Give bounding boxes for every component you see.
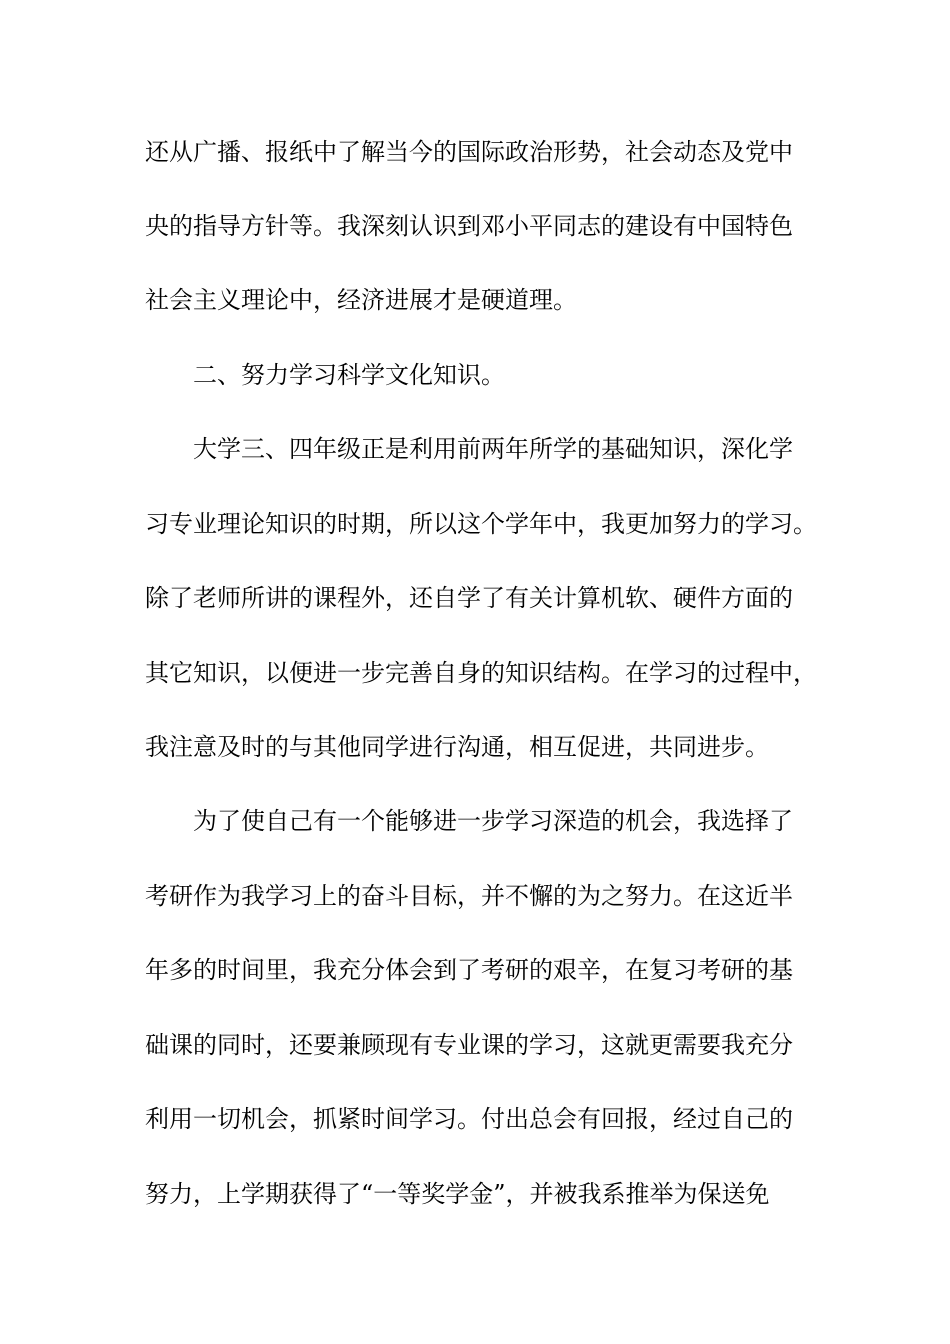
text-line: 础课的同时，还要兼顾现有专业课的学习，这就更需要我充分 — [145, 1031, 793, 1059]
text-line: 央的指导方针等。我深刻认识到邓小平同志的建设有中国特色 — [145, 212, 793, 240]
text-line: 其它知识，以便进一步完善自身的知识结构。在学习的过程中， — [145, 659, 817, 687]
text-line: 除了老师所讲的课程外，还自学了有关计算机软、硬件方面的 — [145, 584, 793, 612]
text-line: 年多的时间里，我充分体会到了考研的艰辛，在复习考研的基 — [145, 956, 793, 984]
text-line: 努力，上学期获得了“一等奖学金”，并被我系推举为保送免 — [145, 1180, 770, 1208]
text-line: 我注意及时的与其他同学进行沟通，相互促进，共同进步。 — [145, 733, 769, 761]
text-line: 社会主义理论中，经济进展才是硬道理。 — [145, 286, 577, 314]
text-line: 考研作为我学习上的奋斗目标，并不懈的为之努力。在这近半 — [145, 882, 793, 910]
text-line: 习专业理论知识的时期，所以这个学年中，我更加努力的学习。 — [145, 510, 817, 538]
text-line: 还从广播、报纸中了解当今的国际政治形势，社会动态及党中 — [145, 138, 793, 166]
text-line: 利用一切机会，抓紧时间学习。付出总会有回报，经过自己的 — [145, 1105, 793, 1133]
text-line: 为了使自己有一个能够进一步学习深造的机会，我选择了 — [193, 807, 793, 835]
section-heading: 二、努力学习科学文化知识。 — [193, 361, 505, 389]
text-line: 大学三、四年级正是利用前两年所学的基础知识，深化学 — [193, 435, 793, 463]
